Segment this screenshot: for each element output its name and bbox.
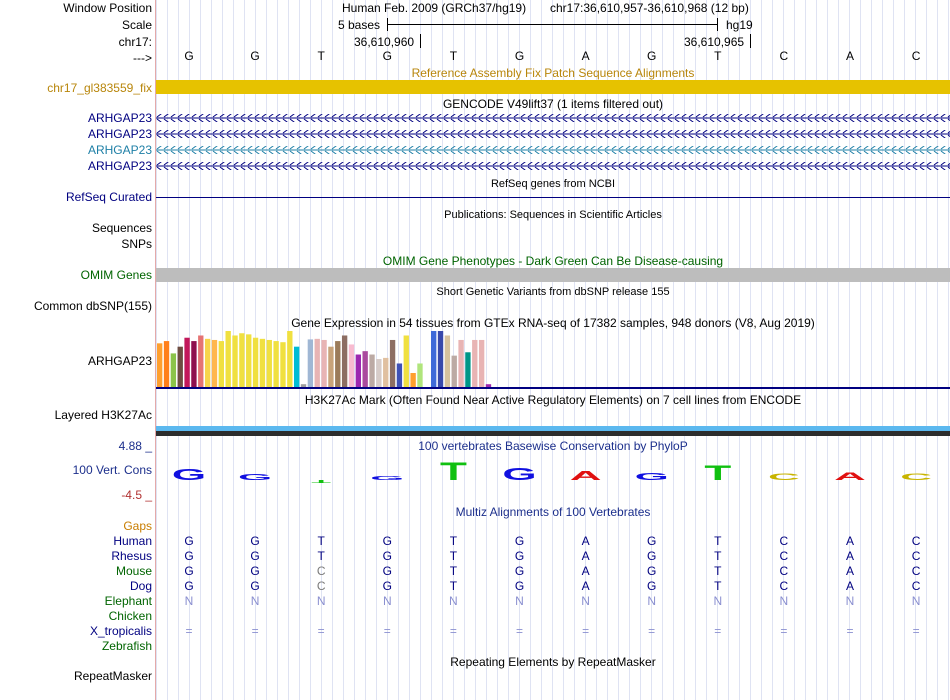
assembly-title: Human Feb. 2009 (GRCh37/hg19) xyxy=(342,1,527,15)
gene-line-3 xyxy=(156,146,950,154)
publications-title[interactable]: Publications: Sequences in Scientific Articles xyxy=(444,209,662,221)
vert-cons-label[interactable]: 100 Vert. Cons xyxy=(72,463,152,477)
alignment-base: G xyxy=(184,534,194,548)
sequence-base: G xyxy=(514,49,525,63)
alignment-base: C xyxy=(779,564,789,578)
alignment-base: N xyxy=(250,594,260,608)
gtex-tissue-bar xyxy=(431,331,436,387)
gene-line-1 xyxy=(156,114,950,122)
alignment-base: G xyxy=(382,579,392,593)
omim-title[interactable]: OMIM Gene Phenotypes - Dark Green Can Be Disease-causing xyxy=(382,254,724,268)
gtex-tissue-bar xyxy=(239,333,244,387)
sequence-base: T xyxy=(317,49,325,63)
conservation-title[interactable]: 100 vertebrates Basewise Conservation by PhyloP xyxy=(418,439,688,453)
alignment-base: A xyxy=(845,579,854,593)
conservation-base-glyph: G xyxy=(502,465,537,485)
gene-label-1[interactable]: ARHGAP23 xyxy=(87,111,152,125)
alignment-base: T xyxy=(714,534,722,548)
refseq-curated-label[interactable]: RefSeq Curated xyxy=(65,190,152,204)
alignment-base: C xyxy=(779,579,789,593)
alignment-base: N xyxy=(316,594,326,608)
gtex-tissue-bar xyxy=(294,347,299,387)
alignment-base: = xyxy=(846,624,854,638)
alignment-base: G xyxy=(647,549,657,563)
gtex-tissue-bar xyxy=(184,338,189,387)
scale-db: hg19 xyxy=(726,18,753,32)
alignment-base: C xyxy=(911,534,921,548)
gtex-tissue-bar xyxy=(369,355,374,387)
alignment-base: G xyxy=(514,549,525,563)
gene-label-2[interactable]: ARHGAP23 xyxy=(87,127,152,141)
alignment-base: = xyxy=(317,624,325,638)
gtex-tissue-bar xyxy=(267,340,272,387)
alignment-base: C xyxy=(911,564,921,578)
alignment-base: N xyxy=(382,594,392,608)
sequence-base: G xyxy=(250,49,260,63)
alignment-base: T xyxy=(714,579,722,593)
alignment-base: T xyxy=(449,549,458,563)
gtex-tissue-bar xyxy=(308,339,313,387)
species-label-elephant[interactable]: Elephant xyxy=(104,594,152,608)
conservation-base-glyph: T xyxy=(704,461,732,486)
fix-patch-bar[interactable] xyxy=(156,80,950,94)
gtex-tissue-bar xyxy=(260,339,265,387)
alignment-base: G xyxy=(250,549,260,563)
gtex-tissue-bar xyxy=(212,340,217,387)
alignment-base: N xyxy=(911,594,921,608)
gtex-tissue-bar xyxy=(253,338,258,387)
scale-bar-tick-left xyxy=(387,18,388,31)
gene-line-4 xyxy=(156,162,950,170)
gtex-tissue-bar xyxy=(404,335,409,387)
gtex-tissue-bar xyxy=(273,341,278,387)
gtex-tissue-bar xyxy=(445,335,450,387)
gtex-tissue-bar xyxy=(301,384,306,387)
gtex-tissue-bar xyxy=(452,356,457,387)
alignment-base: = xyxy=(780,624,788,638)
conservation-logo[interactable] xyxy=(156,452,950,498)
snps-label[interactable]: SNPs xyxy=(121,237,152,251)
gtex-tissue-bar xyxy=(321,340,326,387)
gtex-tissue-bar xyxy=(465,352,470,387)
alignment-base: T xyxy=(449,579,458,593)
alignment-base: C xyxy=(911,579,921,593)
species-label-chicken[interactable]: Chicken xyxy=(108,609,152,623)
scale-bar xyxy=(387,24,718,25)
h3k27ac-signal-bottom[interactable] xyxy=(156,431,950,436)
sequence-base: T xyxy=(714,49,722,63)
ruler-position-1: 36,610,960 xyxy=(354,35,415,49)
conservation-base-glyph: G xyxy=(634,470,669,483)
alignment-base: N xyxy=(184,594,194,608)
alignment-base: G xyxy=(514,579,525,593)
conservation-base-glyph: T xyxy=(439,457,467,486)
window-position-label: Window Position xyxy=(63,1,152,15)
alignment-base: C xyxy=(779,534,789,548)
alignment-base: G xyxy=(647,579,657,593)
sequence-base: G xyxy=(382,49,392,63)
gtex-tissue-bar xyxy=(458,340,463,387)
gtex-tissue-bar xyxy=(171,353,176,387)
alignment-base: T xyxy=(714,564,722,578)
gtex-tissue-bar xyxy=(219,341,224,387)
gtex-tissue-bar xyxy=(157,343,162,387)
gencode-title[interactable]: GENCODE V49lift37 (1 items filtered out) xyxy=(442,97,664,111)
alignment-base: A xyxy=(845,549,854,563)
alignment-base: T xyxy=(317,549,325,563)
chrom-label: chr17: xyxy=(118,35,152,49)
scale-text: 5 bases xyxy=(338,18,381,32)
alignment-base: A xyxy=(581,549,590,563)
gtex-tissue-bar xyxy=(280,342,285,387)
scale-label: Scale xyxy=(121,18,152,32)
gene-label-4[interactable]: ARHGAP23 xyxy=(87,159,152,173)
gtex-tissue-bar xyxy=(246,334,251,387)
gtex-tissue-bar xyxy=(424,351,429,387)
gtex-tissue-bar xyxy=(315,339,320,387)
species-label-x-tropicalis[interactable]: X_tropicalis xyxy=(89,624,152,638)
refseq-gene-line[interactable] xyxy=(156,197,950,198)
gaps-label: Gaps xyxy=(123,519,152,533)
alignment-base: G xyxy=(647,564,657,578)
alignment-base: A xyxy=(845,564,854,578)
sequence-base: A xyxy=(845,49,854,63)
alignment-base: A xyxy=(581,534,590,548)
alignment-base: T xyxy=(449,564,458,578)
gtex-tissue-bar xyxy=(349,344,354,387)
refseq-title[interactable]: RefSeq genes from NCBI xyxy=(490,178,616,190)
species-label-mouse[interactable]: Mouse xyxy=(115,564,152,578)
gene-line-2 xyxy=(156,130,950,138)
sequence-base: A xyxy=(581,49,590,63)
conservation-base-glyph: G xyxy=(237,472,273,482)
alignment-base: T xyxy=(714,549,722,563)
gtex-tissue-bar xyxy=(356,355,361,387)
gtex-tissue-bar xyxy=(342,335,347,387)
gtex-tissue-bar xyxy=(390,340,395,387)
gtex-tissue-bar xyxy=(226,331,231,387)
alignment-base: A xyxy=(581,579,590,593)
alignment-base: = xyxy=(515,624,523,638)
scale-bar-tick-right xyxy=(717,18,718,31)
gencode-gene-lines[interactable] xyxy=(156,110,950,174)
sequences-label[interactable]: Sequences xyxy=(91,221,152,235)
conservation-base-glyph: T xyxy=(311,478,331,485)
gtex-title[interactable]: Gene Expression in 54 tissues from GTEx RNA-seq of 17382 samples, 948 donors (V8, Aug 2019) xyxy=(291,316,815,330)
alignment-base: G xyxy=(184,549,194,563)
alignment-base: N xyxy=(845,594,855,608)
gtex-tissue-bar xyxy=(486,384,491,387)
ruler-position-2: 36,610,965 xyxy=(684,35,745,49)
ruler-tick-2 xyxy=(750,34,751,48)
alignment-base: = xyxy=(582,624,590,638)
sequence-base: C xyxy=(779,49,789,63)
gtex-tissue-bar xyxy=(328,347,333,387)
alignment-base: T xyxy=(449,534,458,548)
track-label-column xyxy=(0,0,155,700)
gtex-expression-chart[interactable] xyxy=(156,330,950,390)
layered-h3k27ac-label[interactable]: Layered H3K27Ac xyxy=(54,408,152,422)
conservation-base-glyph: A xyxy=(834,469,866,483)
ruler-tick-1 xyxy=(420,34,421,48)
cons-min-label: -4.5 _ xyxy=(121,488,152,502)
alignment-base: N xyxy=(713,594,723,608)
cons-max-label: 4.88 _ xyxy=(118,439,152,453)
alignment-base: N xyxy=(515,594,524,608)
alignment-base: G xyxy=(184,579,194,593)
fix-patch-label[interactable]: chr17_gl383559_fix xyxy=(47,81,152,95)
gtex-tissue-bar xyxy=(376,359,381,387)
gtex-tissue-bar xyxy=(232,335,237,387)
alignment-base: G xyxy=(382,549,392,563)
gtex-tissue-bar xyxy=(410,373,415,387)
sequence-base: C xyxy=(911,49,921,63)
track-image-area[interactable] xyxy=(156,0,950,700)
gtex-tissue-bar xyxy=(472,340,477,387)
repeatmasker-title[interactable]: Repeating Elements by RepeatMasker xyxy=(450,655,656,669)
gtex-tissue-bar xyxy=(335,341,340,387)
alignment-base: N xyxy=(779,594,789,608)
alignment-base: A xyxy=(581,564,590,578)
omim-genes-label[interactable]: OMIM Genes xyxy=(80,268,152,282)
gene-label-3[interactable]: ARHGAP23 xyxy=(87,143,152,157)
gtex-tissue-bar xyxy=(383,358,388,387)
gtex-tissue-bar xyxy=(205,339,210,387)
dbsnp-title[interactable]: Short Genetic Variants from dbSNP release 155 xyxy=(436,286,670,298)
alignment-base: G xyxy=(382,534,392,548)
alignment-base: = xyxy=(251,624,259,638)
species-label-human[interactable]: Human xyxy=(113,534,152,548)
alignment-base: = xyxy=(383,624,391,638)
alignment-base: G xyxy=(514,534,525,548)
sequence-base: T xyxy=(449,49,458,63)
alignment-base: = xyxy=(714,624,722,638)
gtex-tissue-bar xyxy=(479,340,484,387)
alignment-base: N xyxy=(581,594,590,608)
sequence-base: G xyxy=(647,49,657,63)
gtex-gene-label[interactable]: ARHGAP23 xyxy=(87,354,152,368)
alignment-base: C xyxy=(911,549,921,563)
gtex-tissue-bar xyxy=(164,341,169,387)
alignment-base: A xyxy=(845,534,854,548)
h3k27ac-title[interactable]: H3K27Ac Mark (Often Found Near Active Regulatory Elements) on 7 cell lines from ENCODE xyxy=(304,393,802,407)
alignment-base: G xyxy=(514,564,525,578)
alignment-base: N xyxy=(647,594,657,608)
gtex-tissue-bar xyxy=(178,347,183,387)
conservation-base-glyph: C xyxy=(768,471,800,483)
alignment-base: N xyxy=(449,594,458,608)
common-dbsnp-label[interactable]: Common dbSNP(155) xyxy=(33,299,152,313)
position-title: chr17:36,610,957-36,610,968 (12 bp) xyxy=(550,1,749,15)
gtex-tissue-bar xyxy=(198,335,203,387)
omim-gene-bar[interactable] xyxy=(156,268,950,282)
conservation-base-glyph: G xyxy=(370,474,405,482)
gtex-tissue-bar xyxy=(191,341,196,387)
species-label-rhesus[interactable]: Rhesus xyxy=(111,549,152,563)
repeatmasker-label[interactable]: RepeatMasker xyxy=(73,669,152,683)
conservation-base-glyph: C xyxy=(900,471,932,483)
alignment-base: C xyxy=(316,579,326,593)
multiz-title[interactable]: Multiz Alignments of 100 Vertebrates xyxy=(455,505,651,519)
species-label-dog[interactable]: Dog xyxy=(129,579,152,593)
alignment-base: = xyxy=(449,624,457,638)
alignment-base: G xyxy=(250,534,260,548)
alignment-base: T xyxy=(317,534,325,548)
species-label-zebrafish[interactable]: Zebrafish xyxy=(101,639,152,653)
conservation-base-glyph: G xyxy=(171,465,207,484)
gtex-tissue-bar xyxy=(287,331,292,387)
alignment-base: G xyxy=(647,534,657,548)
alignment-base: C xyxy=(316,564,326,578)
alignment-base: G xyxy=(250,579,260,593)
gtex-tissue-bar xyxy=(438,331,443,387)
alignment-base: C xyxy=(779,549,789,563)
gtex-tissue-bar xyxy=(397,363,402,387)
conservation-base-glyph: A xyxy=(569,468,602,483)
alignment-base: G xyxy=(250,564,260,578)
fix-patch-title[interactable]: Reference Assembly Fix Patch Sequence Alignments xyxy=(411,66,695,80)
sequence-arrow-label: ---> xyxy=(133,51,152,65)
alignment-base: = xyxy=(185,624,193,638)
alignment-base: = xyxy=(912,624,920,638)
alignment-base: = xyxy=(648,624,656,638)
alignment-base: G xyxy=(382,564,392,578)
alignment-base: G xyxy=(184,564,194,578)
sequence-base: G xyxy=(184,49,194,63)
gtex-tissue-bar xyxy=(363,351,368,387)
gtex-tissue-bar xyxy=(417,363,422,387)
